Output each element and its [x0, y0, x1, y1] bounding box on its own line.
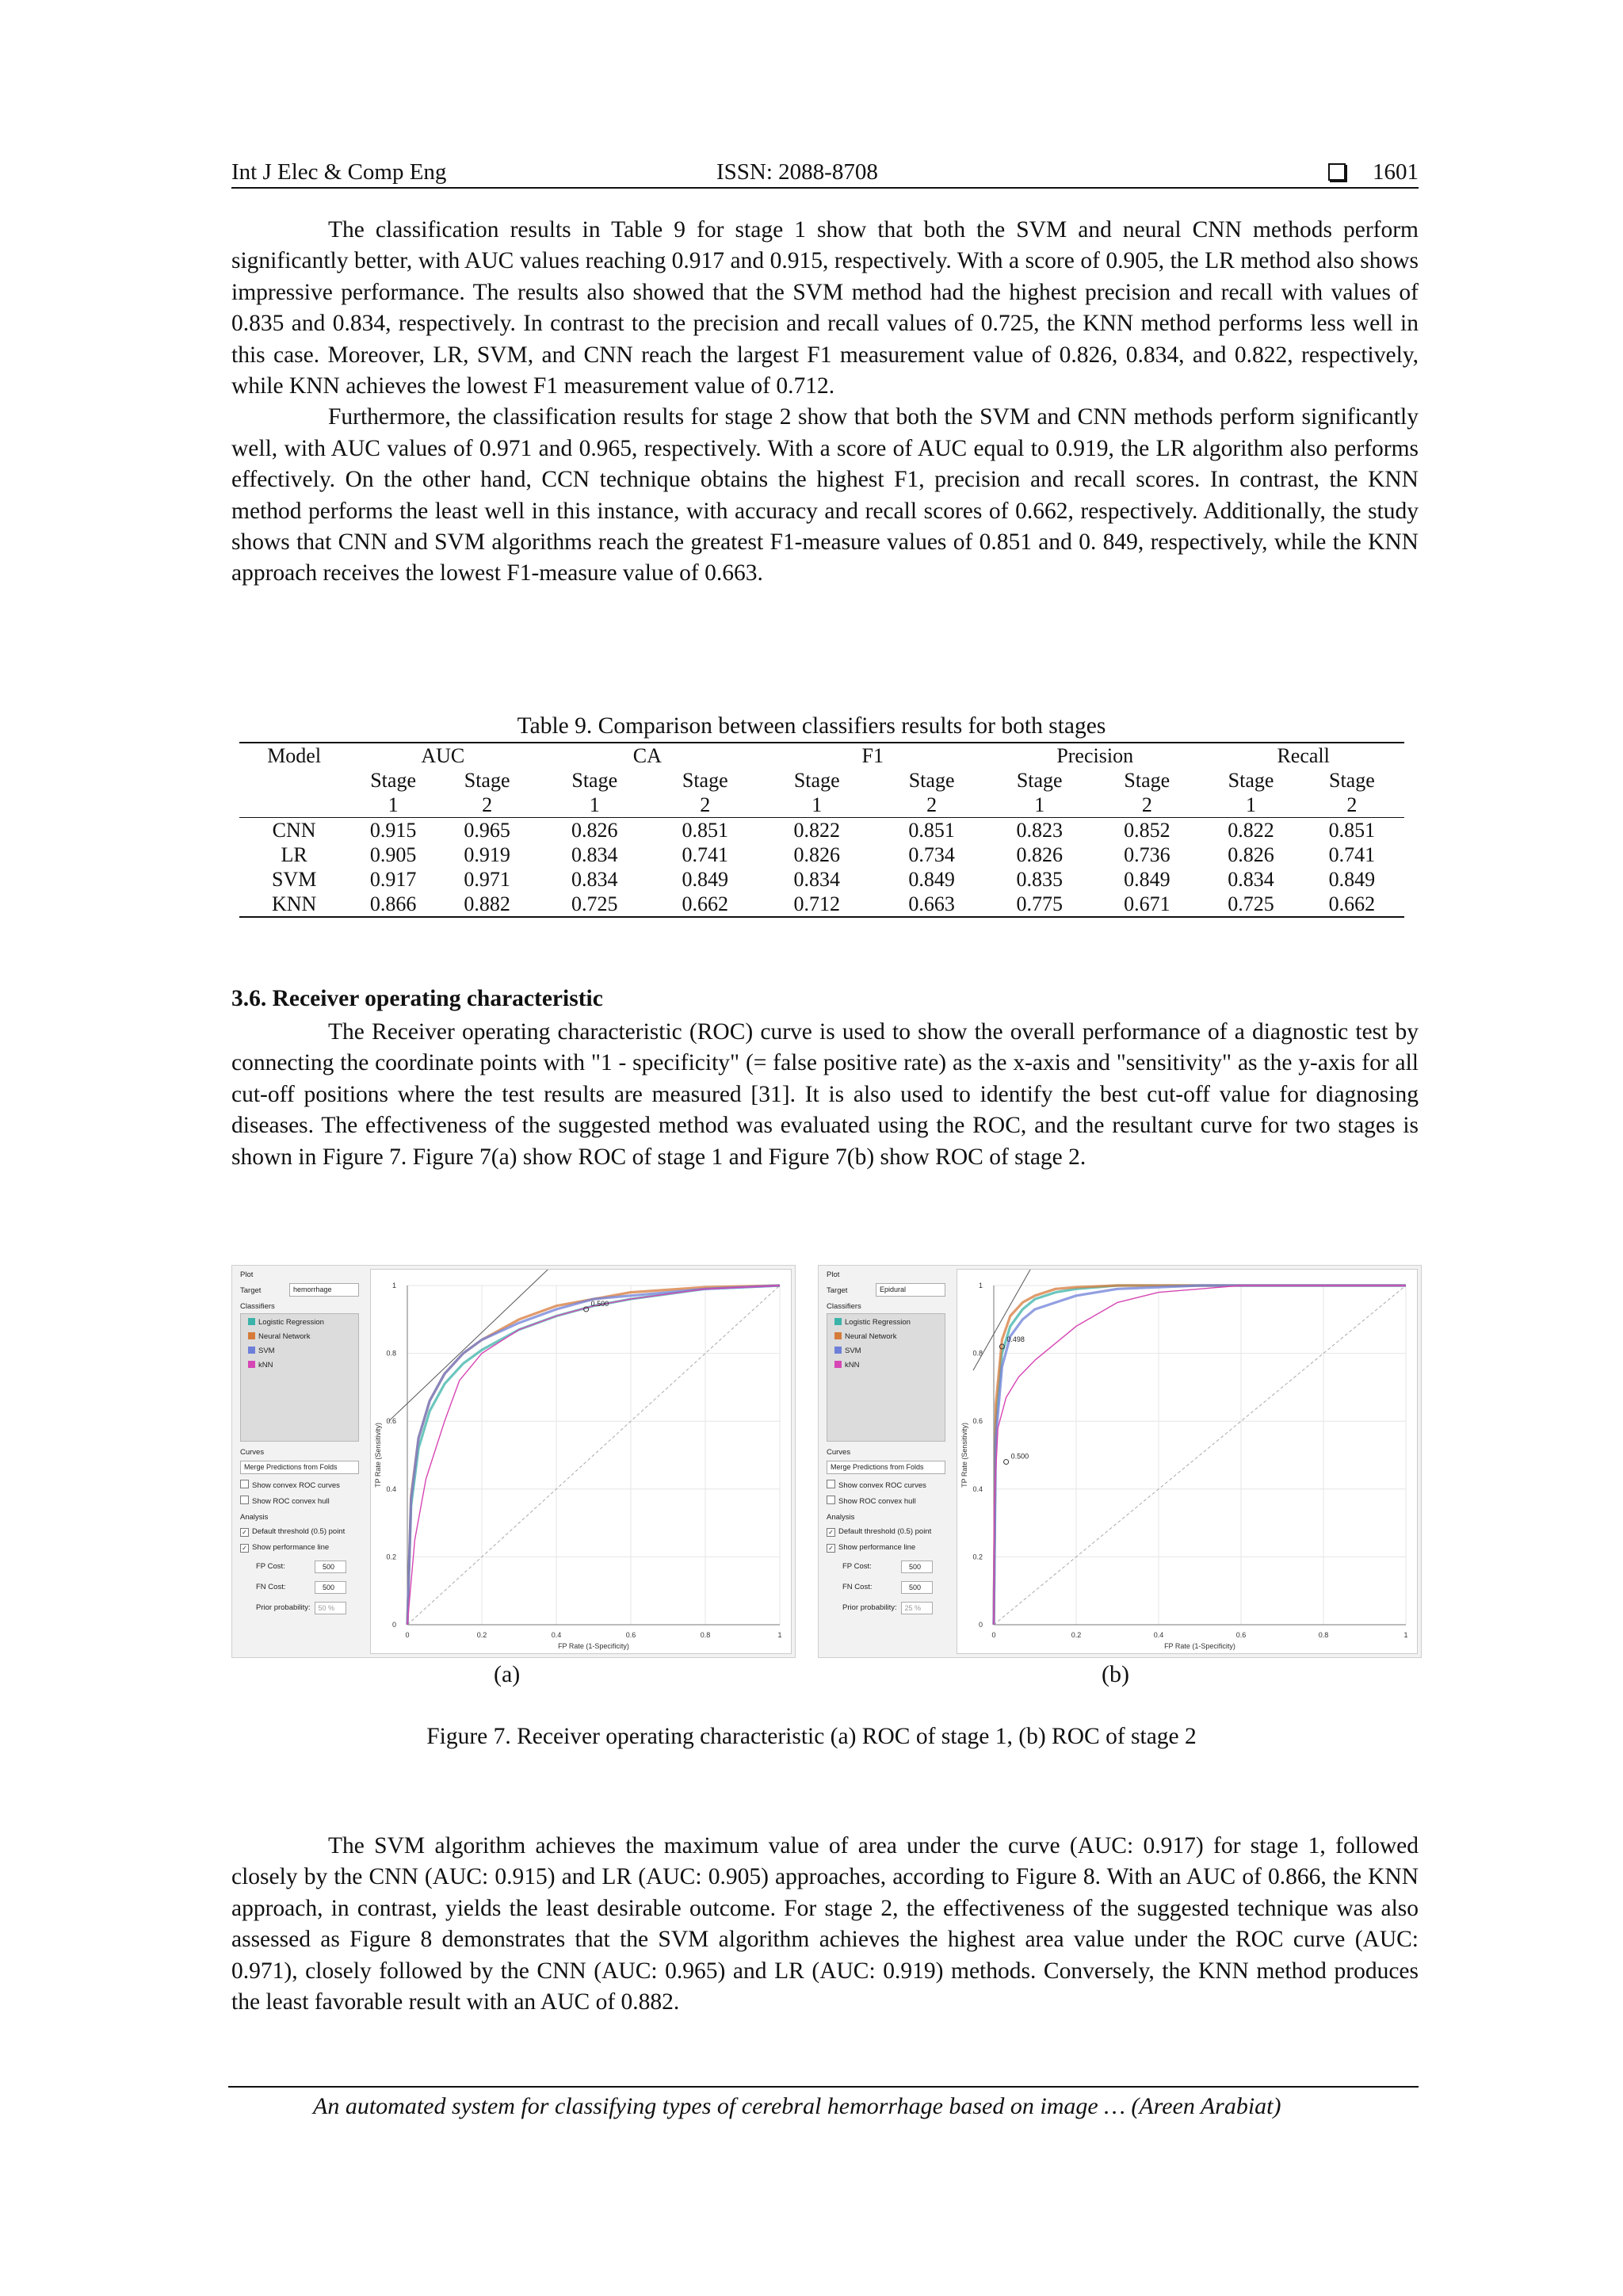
plot-options-sidebar	[819, 1266, 953, 1657]
performance-line	[389, 1270, 549, 1421]
classifier-color-swatch	[834, 1318, 842, 1325]
roc-panel-stage2	[818, 1265, 1422, 1658]
target-select[interactable]: hemorrhage	[289, 1283, 359, 1297]
header-rule	[231, 187, 1419, 189]
y-tick-label: 1	[978, 1282, 983, 1289]
y-tick-label: 0.2	[386, 1553, 396, 1561]
value-cell: 0.826	[793, 843, 840, 866]
performance-line-option[interactable]	[240, 1543, 329, 1553]
paragraph: The Receiver operating characteristic (ROC) curve is used to show the overall performance of a diagnostic test by connecting the coordinate points with "1 - specificity" (= false positive rate) as the x-axis and "sensitivity" as the y-axis for all cut-off positions where the test results are measured [31]. It is also used to identify the best cut-off value for diagnosing diseases. The effectiveness of the suggested method was evaluated using the ROC, and the resultant curve for two stages is shown in Figure 7. Figure 7(a) show ROC of stage 1 and Figure 7(b) show ROC of stage 2.	[231, 1019, 1419, 1170]
checkbox[interactable]: ✓	[240, 1528, 249, 1537]
checkbox[interactable]	[827, 1480, 835, 1488]
table-row	[239, 892, 1404, 917]
fp-cost-label: FP Cost:	[256, 1562, 285, 1571]
classifier-name: kNN	[845, 1361, 860, 1370]
y-tick-label: 0.6	[972, 1417, 983, 1426]
page-number: 1601	[1373, 159, 1419, 185]
classifier-item[interactable]	[834, 1318, 911, 1327]
classifier-name: Logistic Regression	[258, 1318, 324, 1327]
target-select[interactable]: Epidural	[876, 1283, 945, 1297]
classifier-item[interactable]	[834, 1347, 861, 1355]
stage-header: Stage	[1124, 769, 1170, 792]
value-cell: 0.882	[437, 892, 537, 917]
stage-header: Stage	[464, 769, 510, 792]
classifier-item[interactable]	[834, 1361, 859, 1370]
value-cell: 0.736	[1124, 843, 1170, 866]
x-tick-label: 0.2	[476, 1631, 487, 1639]
group-header: AUC	[349, 743, 537, 768]
classifiers-label: Classifiers	[240, 1302, 275, 1311]
group-header: Precision	[987, 743, 1202, 768]
stage-header: Stage	[1328, 769, 1375, 792]
prior-label: Prior probability:	[842, 1603, 897, 1612]
stage-number: 1	[589, 793, 600, 816]
model-cell: KNN	[239, 892, 349, 917]
checkbox-label: Default threshold (0.5) point	[838, 1527, 932, 1536]
y-tick-label: 0.8	[972, 1349, 983, 1358]
table-row	[239, 818, 1404, 843]
default-threshold-option[interactable]	[240, 1527, 345, 1537]
classifier-item[interactable]	[248, 1332, 310, 1341]
value-cell: 0.725	[1202, 892, 1299, 917]
value-cell: 0.866	[349, 892, 437, 917]
checkbox-label: Show ROC convex hull	[838, 1497, 916, 1506]
plot-options-sidebar	[232, 1266, 367, 1657]
stage-header: Stage	[1016, 769, 1063, 792]
classifier-color-swatch	[248, 1347, 255, 1354]
body-text-top	[231, 215, 1419, 590]
threshold-label: 0.500	[590, 1299, 609, 1308]
classifiers-label: Classifiers	[827, 1302, 861, 1311]
threshold-label: 0.500	[1010, 1452, 1029, 1461]
value-cell: 0.835	[1016, 868, 1063, 891]
running-footer: An automated system for classifying types of cerebral hemorrhage based on image … (Areen Arabiat)	[313, 2093, 1281, 2119]
stage-number: 2	[482, 793, 493, 816]
panel-label-a: (a)	[494, 1661, 521, 1687]
value-cell: 0.734	[908, 843, 955, 866]
convex-roc-option[interactable]	[240, 1480, 340, 1490]
x-tick-label: 1	[777, 1631, 782, 1639]
checkbox-label: Show convex ROC curves	[838, 1481, 926, 1490]
value-cell: 0.851	[652, 818, 758, 843]
value-cell: 0.834	[571, 843, 618, 866]
value-cell: 0.965	[437, 818, 537, 843]
model-cell: LR	[281, 843, 307, 866]
stage-number: 2	[1141, 793, 1152, 816]
x-tick-label: 0.6	[1235, 1631, 1247, 1639]
running-header	[231, 155, 1419, 189]
table-caption: Table 9. Comparison between classifiers results for both stages	[517, 713, 1106, 739]
body-text-bottom	[231, 1831, 1419, 2018]
value-cell: 0.823	[987, 818, 1091, 843]
checkbox-label: Show convex ROC curves	[252, 1481, 340, 1490]
stage-number: 2	[1346, 793, 1358, 816]
fn-cost-label: FN Cost:	[842, 1583, 873, 1591]
group-header: F1	[758, 743, 987, 768]
model-cell: CNN	[239, 818, 349, 843]
y-tick-label: 0.8	[386, 1349, 396, 1358]
classifier-item[interactable]	[248, 1318, 324, 1327]
value-cell: 0.849	[682, 868, 728, 891]
square-bullet-icon	[1328, 163, 1346, 181]
x-tick-label: 0.4	[1153, 1631, 1164, 1639]
prior-label: Prior probability:	[256, 1603, 311, 1612]
y-axis-title: TP Rate (Sensitivity)	[374, 1423, 382, 1488]
stage-header: Stage	[370, 769, 416, 792]
performance-line-option[interactable]	[827, 1543, 915, 1553]
body-text-roc	[231, 1017, 1419, 1173]
roc-chart	[957, 1270, 1417, 1653]
x-tick-label: 0	[991, 1631, 996, 1639]
default-threshold-option[interactable]	[827, 1527, 931, 1537]
target-label: Target	[827, 1286, 848, 1295]
roc-chart	[371, 1270, 791, 1653]
analysis-label: Analysis	[827, 1513, 855, 1522]
convex-roc-option[interactable]	[827, 1480, 926, 1490]
classifier-name: SVM	[845, 1347, 861, 1355]
value-cell: 0.851	[876, 818, 987, 843]
checkbox-label: Show performance line	[838, 1543, 916, 1552]
value-cell: 0.663	[876, 892, 987, 917]
checkbox[interactable]	[240, 1480, 249, 1488]
value-cell: 0.826	[537, 818, 652, 843]
chance-diagonal	[994, 1286, 1406, 1625]
y-tick-label: 1	[391, 1282, 396, 1289]
stage-header: Stage	[908, 769, 955, 792]
checkbox[interactable]: ✓	[240, 1544, 249, 1553]
stage-number: 1	[1034, 793, 1045, 816]
checkbox-label: Default threshold (0.5) point	[252, 1527, 346, 1536]
journal-name: Int J Elec & Comp Eng	[231, 159, 447, 185]
table-row	[239, 867, 1404, 892]
stage-number: 1	[1246, 793, 1257, 816]
fn-cost-label: FN Cost:	[256, 1583, 286, 1591]
value-cell: 0.822	[1202, 818, 1299, 843]
fn-cost-input[interactable]: 500	[315, 1581, 346, 1594]
convex-hull-option[interactable]	[827, 1496, 916, 1506]
checkbox[interactable]: ✓	[827, 1544, 835, 1553]
stage-number: 2	[700, 793, 711, 816]
value-cell: 0.662	[1300, 892, 1404, 917]
classifier-item[interactable]	[248, 1361, 273, 1370]
model-header: Model	[239, 743, 349, 768]
checkbox[interactable]	[240, 1496, 249, 1504]
curves-select[interactable]: Merge Predictions from Folds	[827, 1461, 945, 1474]
value-cell: 0.775	[987, 892, 1091, 917]
group-header: CA	[537, 743, 758, 768]
curves-label: Curves	[240, 1448, 265, 1457]
prior-input[interactable]: 50 %	[315, 1602, 346, 1614]
classifier-color-swatch	[248, 1361, 255, 1368]
paragraph: The classification results in Table 9 for stage 1 show that both the SVM and neural CNN methods perform significantly better, with AUC values reaching 0.917 and 0.915, respectively. With a score of 0.905, the LR method also shows impressive performance. The results also showed that the SVM method had the highest precision and recall with values of 0.835 and 0.834, respectively. In contrast to the precision and recall values of 0.725, the KNN method performs less well in this case. Moreover, LR, SVM, and CNN reach the largest F1 measurement value of 0.826, 0.834, and 0.822, respectively, while KNN achieves the lowest F1 measurement value of 0.712.	[231, 217, 1419, 399]
roc-plot-area	[370, 1269, 792, 1654]
y-tick-label: 0	[978, 1621, 983, 1629]
section-heading: 3.6. Receiver operating characteristic	[231, 986, 603, 1011]
issn: ISSN: 2088-8708	[716, 159, 878, 185]
classifier-color-swatch	[834, 1332, 842, 1339]
stage-number: 1	[388, 793, 399, 816]
y-tick-label: 0.6	[386, 1417, 396, 1426]
analysis-label: Analysis	[240, 1513, 269, 1522]
value-cell: 0.671	[1091, 892, 1202, 917]
stage-number: 2	[926, 793, 938, 816]
group-header: Recall	[1202, 743, 1404, 768]
value-cell: 0.826	[1228, 843, 1274, 866]
value-cell: 0.905	[369, 843, 417, 866]
checkbox[interactable]: ✓	[827, 1528, 835, 1537]
threshold-marker	[1004, 1460, 1009, 1465]
value-cell: 0.741	[1328, 843, 1376, 866]
paragraph: The SVM algorithm achieves the maximum value of area under the curve (AUC: 0.917) for stage 1, followed closely by the CNN (AUC: 0.915) and LR (AUC: 0.905) approaches, according to Figure 8. With an AUC of 0.866, the KNN approach, in contrast, yields the least desirable outcome. For stage 2, the effectiveness of the suggested technique was also assessed as Figure 8 demonstrates that the SVM algorithm achieves the highest area value under the ROC curve (AUC: 0.971), closely followed by the CNN (AUC: 0.965) and LR (AUC: 0.919) methods. Conversely, the KNN method produces the least favorable result with an AUC of 0.882.	[231, 1833, 1419, 2015]
fp-cost-input[interactable]: 500	[315, 1561, 346, 1573]
plot-group-label: Plot	[827, 1270, 840, 1279]
value-cell: 0.971	[464, 868, 510, 891]
fn-cost-input[interactable]: 500	[901, 1581, 933, 1594]
x-axis-title: FP Rate (1-Specificity)	[558, 1642, 629, 1650]
stage-header: Stage	[571, 769, 618, 792]
results-table	[239, 742, 1404, 918]
classifier-item[interactable]	[834, 1332, 896, 1341]
stage-header: Stage	[793, 769, 840, 792]
classifier-name: SVM	[258, 1347, 275, 1355]
y-tick-label: 0	[391, 1621, 396, 1629]
y-axis-title: TP Rate (Sensitivity)	[960, 1423, 968, 1488]
value-cell: 0.712	[758, 892, 876, 917]
target-label: Target	[240, 1286, 262, 1295]
x-tick-label: 0.6	[625, 1631, 636, 1639]
y-tick-label: 0.4	[386, 1484, 396, 1493]
panel-label-b: (b)	[1102, 1661, 1129, 1687]
value-cell: 0.917	[369, 868, 417, 891]
x-tick-label: 0.2	[1071, 1631, 1082, 1639]
classifier-color-swatch	[248, 1318, 255, 1325]
chance-diagonal	[407, 1286, 780, 1625]
classifier-name: kNN	[258, 1361, 273, 1370]
value-cell: 0.851	[1300, 818, 1404, 843]
x-axis-title: FP Rate (1-Specificity)	[1164, 1642, 1235, 1650]
classifier-name: Neural Network	[845, 1332, 897, 1341]
fp-cost-label: FP Cost:	[842, 1562, 872, 1571]
value-cell: 0.741	[682, 843, 728, 866]
x-tick-label: 0.8	[1318, 1631, 1329, 1639]
x-tick-label: 0.4	[551, 1631, 562, 1639]
x-tick-label: 0	[405, 1631, 410, 1639]
y-tick-label: 0.4	[972, 1484, 983, 1493]
value-cell: 0.852	[1091, 818, 1202, 843]
curves-label: Curves	[827, 1448, 851, 1457]
x-tick-label: 1	[1403, 1631, 1408, 1639]
curves-select[interactable]: Merge Predictions from Folds	[240, 1461, 359, 1474]
value-cell: 0.849	[1328, 868, 1376, 891]
y-tick-label: 0.2	[972, 1553, 983, 1561]
plot-group-label: Plot	[240, 1270, 254, 1279]
table-row	[239, 842, 1404, 867]
x-tick-label: 0.8	[700, 1631, 711, 1639]
footer-rule	[228, 2086, 1419, 2088]
checkbox[interactable]	[827, 1496, 835, 1504]
value-cell: 0.725	[537, 892, 652, 917]
stage-header: Stage	[682, 769, 728, 792]
value-cell: 0.915	[349, 818, 437, 843]
convex-hull-option[interactable]	[240, 1496, 330, 1506]
value-cell: 0.834	[1228, 868, 1274, 891]
stage-header: Stage	[1228, 769, 1274, 792]
value-cell: 0.849	[1124, 868, 1170, 891]
value-cell: 0.826	[1016, 843, 1063, 866]
roc-plot-area	[957, 1269, 1418, 1654]
checkbox-label: Show ROC convex hull	[252, 1497, 330, 1506]
classifier-color-swatch	[248, 1332, 255, 1339]
classifier-item[interactable]	[248, 1347, 275, 1355]
value-cell: 0.849	[908, 868, 955, 891]
paragraph: Furthermore, the classification results for stage 2 show that both the SVM and CNN methods perform significantly well, with AUC values of 0.971 and 0.965, respectively. With a score of AUC equal to 0.919, the LR algorithm also performs effectively. On the other hand, CCN technique obtains the highest F1, precision and recall scores. In contrast, the KNN method performs the least well in this instance, with accuracy and recall scores of 0.662, respectively. Additionally, the study shows that CNN and SVM algorithms reach the greatest F1-measure values of 0.851 and 0. 849, respectively, while the KNN approach receives the lowest F1-measure value of 0.663.	[231, 404, 1419, 586]
threshold-label: 0.498	[1006, 1335, 1025, 1344]
fp-cost-input[interactable]: 500	[901, 1561, 933, 1573]
classifier-color-swatch	[834, 1361, 842, 1368]
checkbox-label: Show performance line	[252, 1543, 330, 1552]
value-cell: 0.822	[758, 818, 876, 843]
classifier-color-swatch	[834, 1347, 842, 1354]
value-cell: 0.919	[464, 843, 510, 866]
value-cell: 0.662	[652, 892, 758, 917]
stage-number: 1	[812, 793, 823, 816]
classifier-name: Neural Network	[258, 1332, 311, 1341]
roc-panel-stage1	[231, 1265, 796, 1658]
value-cell: 0.834	[793, 868, 840, 891]
model-cell: SVM	[271, 868, 317, 891]
classifier-name: Logistic Regression	[845, 1318, 911, 1327]
value-cell: 0.834	[571, 868, 618, 891]
prior-input[interactable]: 25 %	[901, 1602, 933, 1614]
figure-caption: Figure 7. Receiver operating characteristic (a) ROC of stage 1, (b) ROC of stage 2	[426, 1724, 1197, 1749]
